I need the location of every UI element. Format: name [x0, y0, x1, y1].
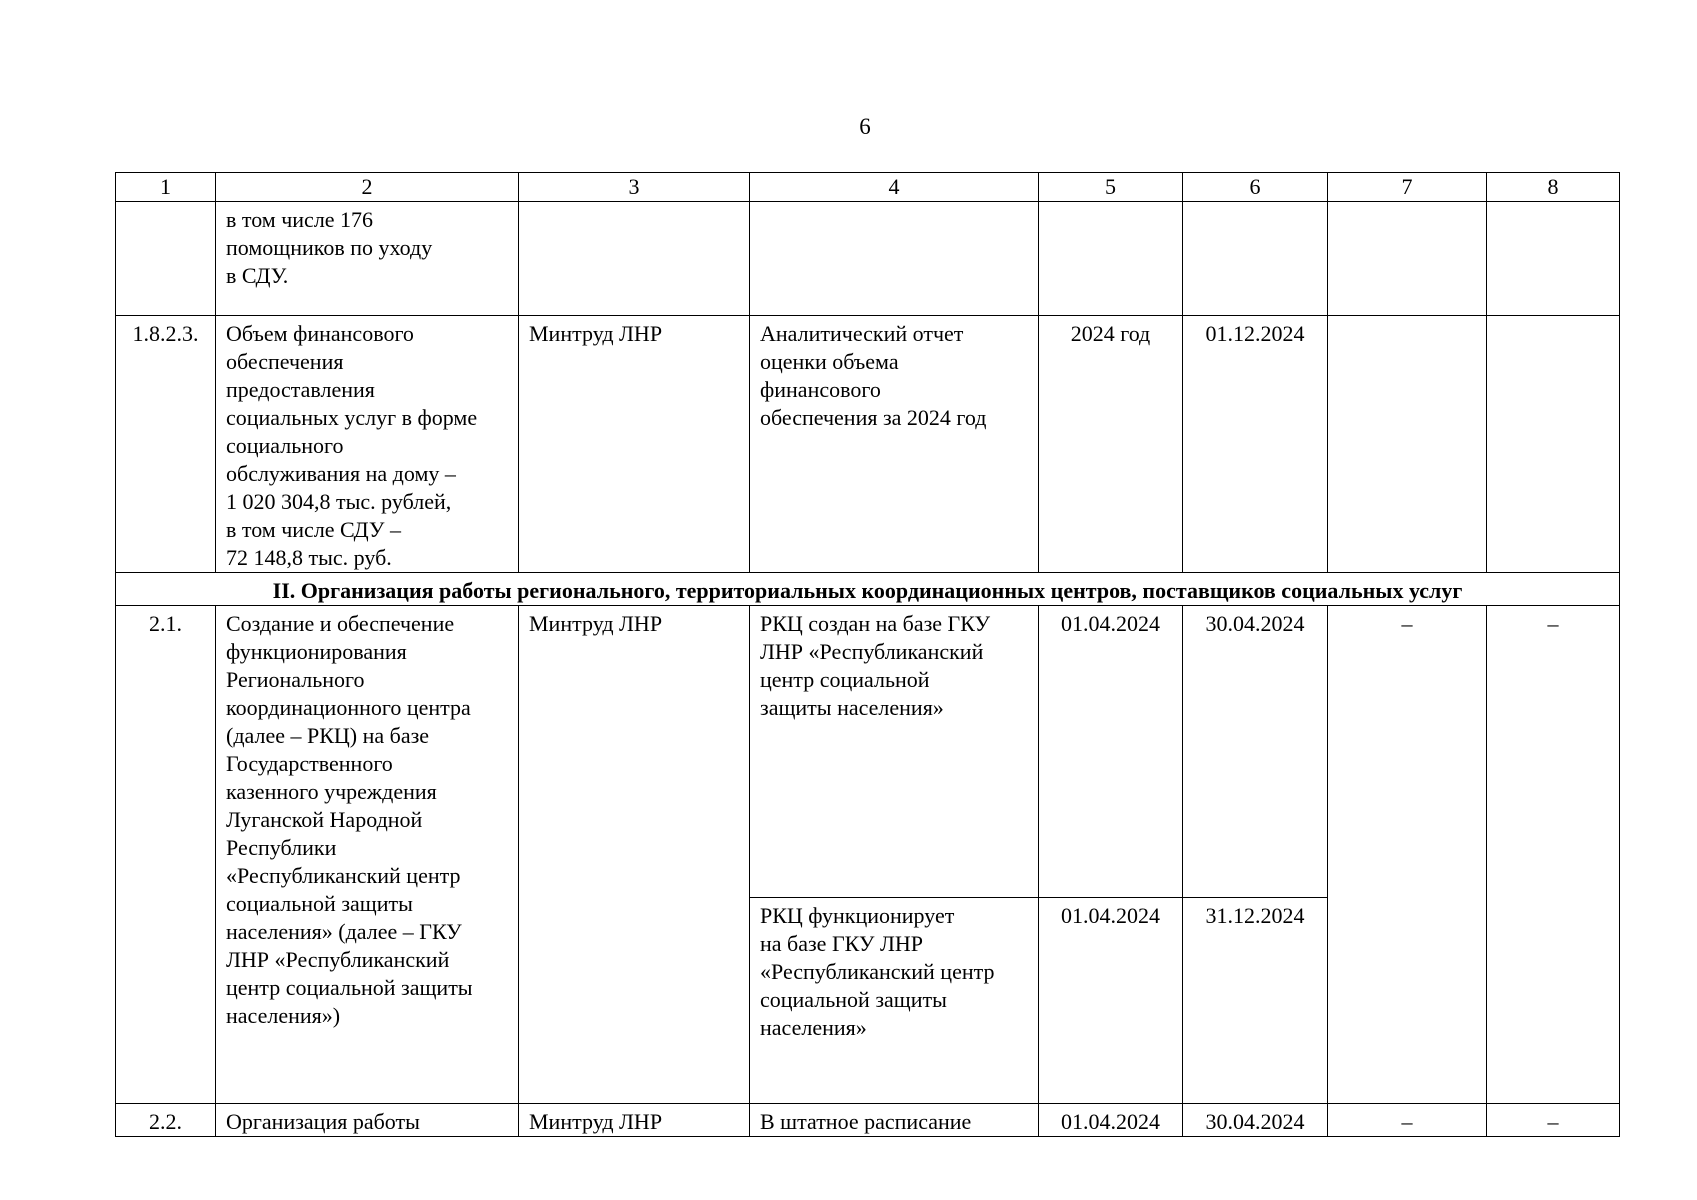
item-executor: Минтруд ЛНР [519, 316, 750, 573]
item-col7: – [1328, 1104, 1487, 1137]
item-description: в том числе 176 помощников по уходу в СДУ. [216, 202, 519, 316]
item-number: 1.8.2.3. [116, 316, 216, 573]
item-executor: Минтруд ЛНР [519, 606, 750, 1104]
item-result: РКЦ создан на базе ГКУ ЛНР «Республиканский центр социальной защиты населения» [750, 606, 1039, 898]
item-description: Создание и обеспечение функционирования Регионального координационного центра (далее – РКЦ) на базе Государственного казенного учреждения Луганской Народной Республики «Республиканский центр социальной защиты населения» (далее – ГКУ ЛНР «Республиканский центр социальной защиты населения») [216, 606, 519, 1104]
item-end-date: 30.04.2024 [1183, 606, 1328, 898]
table-cell [1328, 316, 1487, 573]
table-row-1-8-2-3 [116, 316, 1620, 573]
table-row-continuation [116, 202, 1620, 316]
table-cell [1487, 202, 1620, 316]
item-col8: – [1487, 606, 1620, 1104]
plan-table [115, 172, 1620, 1137]
section-heading-row [116, 573, 1620, 606]
item-col7: – [1328, 606, 1487, 1104]
item-description: Объем финансового обеспечения предоставления социальных услуг в форме социального обслуживания на дому – 1 020 304,8 тыс. рублей, в том числе СДУ – 72 148,8 тыс. руб. [216, 316, 519, 573]
column-header: 6 [1183, 173, 1328, 202]
column-header: 3 [519, 173, 750, 202]
column-number-row [116, 173, 1620, 202]
column-header: 5 [1039, 173, 1183, 202]
table-cell [1328, 202, 1487, 316]
item-result: РКЦ функционирует на базе ГКУ ЛНР «Республиканский центр социальной защиты населения» [750, 898, 1039, 1104]
item-col8: – [1487, 1104, 1620, 1137]
column-header: 1 [116, 173, 216, 202]
item-executor: Минтруд ЛНР [519, 1104, 750, 1137]
table-cell [1039, 202, 1183, 316]
table-cell [1487, 316, 1620, 573]
item-description: Организация работы [216, 1104, 519, 1137]
column-header: 4 [750, 173, 1039, 202]
item-start-date: 01.04.2024 [1039, 1104, 1183, 1137]
table-cell [519, 202, 750, 316]
item-result: В штатное расписание [750, 1104, 1039, 1137]
table-row-2-2 [116, 1104, 1620, 1137]
item-result: Аналитический отчет оценки объема финансового обеспечения за 2024 год [750, 316, 1039, 573]
table-row-2-1 [116, 606, 1620, 898]
item-end-date: 30.04.2024 [1183, 1104, 1328, 1137]
column-header: 2 [216, 173, 519, 202]
item-start-date: 01.04.2024 [1039, 898, 1183, 1104]
table-cell [750, 202, 1039, 316]
item-end-date: 31.12.2024 [1183, 898, 1328, 1104]
item-number: 2.1. [116, 606, 216, 1104]
column-header: 7 [1328, 173, 1487, 202]
item-start-date: 2024 год [1039, 316, 1183, 573]
section-heading: II. Организация работы регионального, территориальных координационных центров, поставщиков социальных услуг [116, 573, 1620, 606]
table-cell [116, 202, 216, 316]
item-end-date: 01.12.2024 [1183, 316, 1328, 573]
page-number: 6 [859, 114, 871, 139]
table-cell [1183, 202, 1328, 316]
item-start-date: 01.04.2024 [1039, 606, 1183, 898]
column-header: 8 [1487, 173, 1620, 202]
item-number: 2.2. [116, 1104, 216, 1137]
